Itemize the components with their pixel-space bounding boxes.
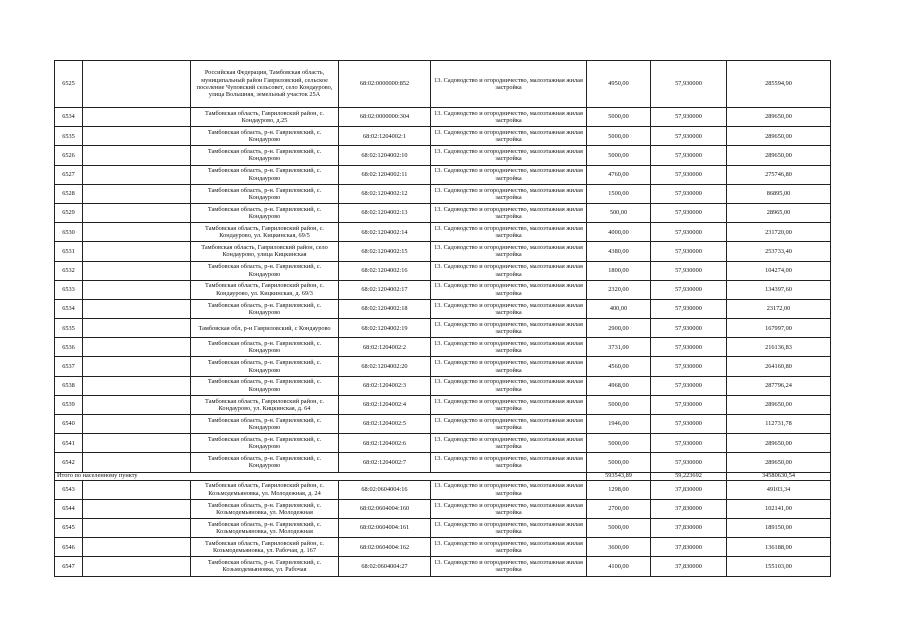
land-use-cell: 13. Садоводство и огородничество, малоэтажная жилая застройка bbox=[431, 415, 587, 434]
cadastral-value-cell: 155103,00 bbox=[727, 557, 831, 576]
row-number: 6527 bbox=[55, 165, 83, 184]
address-cell: Тамбовская область, р-н. Гавриловский, с. Кондаурово bbox=[191, 376, 339, 395]
specific-value-cell: 57,930000 bbox=[651, 357, 727, 376]
area-cell: 2900,00 bbox=[587, 319, 651, 338]
table-row bbox=[55, 480, 831, 499]
cadastral-value-cell: 264160,80 bbox=[727, 357, 831, 376]
land-use-cell: 13. Садоводство и огородничество, малоэтажная жилая застройка bbox=[431, 480, 587, 499]
area-cell: 4760,00 bbox=[587, 165, 651, 184]
cadastral-value-cell: 86895,00 bbox=[727, 184, 831, 203]
row-number: 6537 bbox=[55, 357, 83, 376]
total-specific-value: 59,223692 bbox=[651, 472, 727, 480]
blank-cell bbox=[83, 395, 191, 414]
blank-cell bbox=[83, 242, 191, 261]
cadastral-value-cell: 104274,00 bbox=[727, 261, 831, 280]
area-cell: 1500,00 bbox=[587, 184, 651, 203]
row-number: 6533 bbox=[55, 280, 83, 299]
cadastral-value-cell: 28965,00 bbox=[727, 203, 831, 222]
address-cell: Тамбовская область, р-н. Гавриловский, с. Козьмодемьяновка, ул. Молодежная bbox=[191, 499, 339, 518]
specific-value-cell: 57,930000 bbox=[651, 165, 727, 184]
cadastral-value-cell: 289650,00 bbox=[727, 146, 831, 165]
land-use-cell: 13. Садоводство и огородничество, малоэтажная жилая застройка bbox=[431, 280, 587, 299]
cadastral-number-cell: 68:02:1204002:19 bbox=[339, 319, 431, 338]
total-row bbox=[55, 472, 831, 480]
specific-value-cell: 57,930000 bbox=[651, 338, 727, 357]
total-label: Итого по населенному пункту bbox=[55, 472, 587, 480]
row-number: 6531 bbox=[55, 242, 83, 261]
area-cell: 400,00 bbox=[587, 299, 651, 318]
specific-value-cell: 57,930000 bbox=[651, 108, 727, 127]
cadastral-value-cell: 49103,34 bbox=[727, 480, 831, 499]
cadastral-number-cell: 68:02:1204002:15 bbox=[339, 242, 431, 261]
address-cell: Тамбовская область, Гавриловский район, с. Козьмодемьяновка, ул. Молодежная, д. 24 bbox=[191, 480, 339, 499]
total-area: 593543,89 bbox=[587, 472, 651, 480]
land-use-cell: 13. Садоводство и огородничество, малоэтажная жилая застройка bbox=[431, 357, 587, 376]
address-cell: Тамбовская область, Гавриловский район, с. Козьмодемьяновка, ул. Рабочая, д. 167 bbox=[191, 538, 339, 557]
address-cell: Тамбовская область, Гавриловский район, с. Кондаурово, ул. Кицкинская, д. 69/3 bbox=[191, 280, 339, 299]
cadastral-number-cell: 68:02:1204002:10 bbox=[339, 146, 431, 165]
area-cell: 4968,00 bbox=[587, 376, 651, 395]
area-cell: 2320,00 bbox=[587, 280, 651, 299]
land-use-cell: 13. Садоводство и огородничество, малоэтажная жилая застройка bbox=[431, 299, 587, 318]
specific-value-cell: 57,930000 bbox=[651, 376, 727, 395]
area-cell: 3731,00 bbox=[587, 338, 651, 357]
blank-cell bbox=[83, 376, 191, 395]
table-row bbox=[55, 242, 831, 261]
area-cell: 1946,00 bbox=[587, 415, 651, 434]
specific-value-cell: 57,930000 bbox=[651, 280, 727, 299]
table-body bbox=[55, 61, 831, 577]
land-use-cell: 13. Садоводство и огородничество, малоэтажная жилая застройка bbox=[431, 499, 587, 518]
specific-value-cell: 57,930000 bbox=[651, 146, 727, 165]
table-row bbox=[55, 108, 831, 127]
area-cell: 5000,00 bbox=[587, 395, 651, 414]
table-row bbox=[55, 127, 831, 146]
blank-cell bbox=[83, 319, 191, 338]
row-number: 6546 bbox=[55, 538, 83, 557]
specific-value-cell: 57,930000 bbox=[651, 223, 727, 242]
row-number: 6532 bbox=[55, 261, 83, 280]
table-row bbox=[55, 261, 831, 280]
specific-value-cell: 37,830000 bbox=[651, 557, 727, 576]
address-cell: Тамбовская область, р-н. Гавриловский, с. Кондаурово bbox=[191, 357, 339, 376]
cadastral-number-cell: 68:02:0604004:161 bbox=[339, 518, 431, 537]
row-number: 6535 bbox=[55, 319, 83, 338]
cadastral-number-cell: 68:02:1204002:17 bbox=[339, 280, 431, 299]
address-cell: Российская Федерация, Тамбовская область, муниципальный район Гавриловский, сельское поселение Чуповский сельсовет, село Кондаурово, улица Вольшняя, земельный участок 25А bbox=[191, 61, 339, 108]
land-use-cell: 13. Садоводство и огородничество, малоэтажная жилая застройка bbox=[431, 61, 587, 108]
cadastral-number-cell: 68:02:1204002:13 bbox=[339, 203, 431, 222]
area-cell: 4560,00 bbox=[587, 357, 651, 376]
land-use-cell: 13. Садоводство и огородничество, малоэтажная жилая застройка bbox=[431, 146, 587, 165]
cadastral-value-cell: 134397,60 bbox=[727, 280, 831, 299]
cadastral-number-cell: 68:02:1204002:20 bbox=[339, 357, 431, 376]
area-cell: 4950,00 bbox=[587, 61, 651, 108]
cadastral-number-cell: 68:02:0604004:27 bbox=[339, 557, 431, 576]
table-row bbox=[55, 61, 831, 108]
specific-value-cell: 57,930000 bbox=[651, 261, 727, 280]
blank-cell bbox=[83, 480, 191, 499]
area-cell: 1298,00 bbox=[587, 480, 651, 499]
specific-value-cell: 57,930000 bbox=[651, 61, 727, 108]
row-number: 6543 bbox=[55, 480, 83, 499]
cadastral-number-cell: 68:02:1204002:1 bbox=[339, 127, 431, 146]
specific-value-cell: 57,930000 bbox=[651, 415, 727, 434]
row-number: 6547 bbox=[55, 557, 83, 576]
row-number: 6526 bbox=[55, 146, 83, 165]
specific-value-cell: 57,930000 bbox=[651, 184, 727, 203]
land-use-cell: 13. Садоводство и огородничество, малоэтажная жилая застройка bbox=[431, 127, 587, 146]
land-use-cell: 13. Садоводство и огородничество, малоэтажная жилая застройка bbox=[431, 338, 587, 357]
row-number: 6540 bbox=[55, 415, 83, 434]
land-use-cell: 13. Садоводство и огородничество, малоэтажная жилая застройка bbox=[431, 242, 587, 261]
row-number: 6536 bbox=[55, 338, 83, 357]
table-row bbox=[55, 319, 831, 338]
blank-cell bbox=[83, 518, 191, 537]
cadastral-value-cell: 287796,24 bbox=[727, 376, 831, 395]
address-cell: Тамбовская область, р-н. Гавриловский, с. Кондаурово bbox=[191, 299, 339, 318]
specific-value-cell: 37,830000 bbox=[651, 480, 727, 499]
address-cell: Тамбовская область, р-н. Гавриловский, с. Кондаурово bbox=[191, 165, 339, 184]
cadastral-value-cell: 289650,00 bbox=[727, 127, 831, 146]
land-use-cell: 13. Садоводство и огородничество, малоэтажная жилая застройка bbox=[431, 184, 587, 203]
address-cell: Тамбовская область, р-н. Гавриловский, с. Кондаурово bbox=[191, 203, 339, 222]
area-cell: 4000,00 bbox=[587, 223, 651, 242]
specific-value-cell: 57,930000 bbox=[651, 319, 727, 338]
blank-cell bbox=[83, 280, 191, 299]
blank-cell bbox=[83, 223, 191, 242]
table-row bbox=[55, 223, 831, 242]
address-cell: Тамбовская область, Гавриловский район, с. Кондаурово, д.25 bbox=[191, 108, 339, 127]
specific-value-cell: 57,930000 bbox=[651, 434, 727, 453]
table-row bbox=[55, 146, 831, 165]
area-cell: 2700,00 bbox=[587, 499, 651, 518]
row-number: 6534 bbox=[55, 299, 83, 318]
address-cell: Тамбовская область, р-н. Гавриловский, с. Кондаурово bbox=[191, 127, 339, 146]
cadastral-number-cell: 68:02:0604004:162 bbox=[339, 538, 431, 557]
row-number: 6545 bbox=[55, 518, 83, 537]
specific-value-cell: 37,830000 bbox=[651, 538, 727, 557]
area-cell: 5000,00 bbox=[587, 108, 651, 127]
blank-cell bbox=[83, 146, 191, 165]
cadastral-number-cell: 68:02:1204002:4 bbox=[339, 395, 431, 414]
table-row bbox=[55, 557, 831, 576]
area-cell: 4100,00 bbox=[587, 557, 651, 576]
cadastral-value-cell: 167997,00 bbox=[727, 319, 831, 338]
address-cell: Тамбовская область, Гавриловский район, с. Кондаурово, ул. Кицкинская, д. 64 bbox=[191, 395, 339, 414]
row-number: 6530 bbox=[55, 223, 83, 242]
address-cell: Тамбовская область, р-н. Гавриловский, с. Кондаурово bbox=[191, 338, 339, 357]
row-number: 6541 bbox=[55, 434, 83, 453]
specific-value-cell: 37,830000 bbox=[651, 499, 727, 518]
row-number: 6529 bbox=[55, 203, 83, 222]
specific-value-cell: 37,830000 bbox=[651, 518, 727, 537]
table-row bbox=[55, 395, 831, 414]
row-number: 6534 bbox=[55, 108, 83, 127]
blank-cell bbox=[83, 415, 191, 434]
cadastral-number-cell: 68:02:1204002:12 bbox=[339, 184, 431, 203]
blank-cell bbox=[83, 127, 191, 146]
cadastral-value-cell: 285594,90 bbox=[727, 61, 831, 108]
land-use-cell: 13. Садоводство и огородничество, малоэтажная жилая застройка bbox=[431, 319, 587, 338]
address-cell: Тамбовская область, р-н. Гавриловский, с. Козьмодемьяновка, ул. Молодежная bbox=[191, 518, 339, 537]
land-use-cell: 13. Садоводство и огородничество, малоэтажная жилая застройка bbox=[431, 108, 587, 127]
address-cell: Тамбовская область, р-н. Гавриловский, с. Кондаурово bbox=[191, 184, 339, 203]
area-cell: 3600,00 bbox=[587, 538, 651, 557]
cadastral-number-cell: 68:02:1204002:6 bbox=[339, 434, 431, 453]
area-cell: 4380,00 bbox=[587, 242, 651, 261]
cadastral-number-cell: 68:02:1204002:3 bbox=[339, 376, 431, 395]
blank-cell bbox=[83, 338, 191, 357]
cadastral-number-cell: 68:02:1204002:14 bbox=[339, 223, 431, 242]
land-use-cell: 13. Садоводство и огородничество, малоэтажная жилая застройка bbox=[431, 453, 587, 472]
cadastral-value-cell: 275746,80 bbox=[727, 165, 831, 184]
cadastral-number-cell: 68:02:1204002:18 bbox=[339, 299, 431, 318]
blank-cell bbox=[83, 434, 191, 453]
blank-cell bbox=[83, 261, 191, 280]
address-cell: Тамбовская область, р-н. Гавриловский, с. Кондаурово bbox=[191, 453, 339, 472]
row-number: 6535 bbox=[55, 127, 83, 146]
specific-value-cell: 57,930000 bbox=[651, 242, 727, 261]
table-row bbox=[55, 415, 831, 434]
table-row bbox=[55, 338, 831, 357]
table-row bbox=[55, 203, 831, 222]
cadastral-number-cell: 68:02:0604004:16 bbox=[339, 480, 431, 499]
cadastral-value-cell: 289650,00 bbox=[727, 108, 831, 127]
table-row bbox=[55, 538, 831, 557]
specific-value-cell: 57,930000 bbox=[651, 299, 727, 318]
cadastral-number-cell: 68:02:1204002:16 bbox=[339, 261, 431, 280]
address-cell: Тамбовская обл, р-н Гавриловский, с Кондаурово bbox=[191, 319, 339, 338]
address-cell: Тамбовская область, Гавриловский район, с. Кондаурово, ул. Кицкинская, 69/5 bbox=[191, 223, 339, 242]
cadastral-number-cell: 68:02:0000000:852 bbox=[339, 61, 431, 108]
specific-value-cell: 57,930000 bbox=[651, 127, 727, 146]
land-use-cell: 13. Садоводство и огородничество, малоэтажная жилая застройка bbox=[431, 557, 587, 576]
land-use-cell: 13. Садоводство и огородничество, малоэтажная жилая застройка bbox=[431, 518, 587, 537]
table-row bbox=[55, 357, 831, 376]
cadastral-value-cell: 289650,00 bbox=[727, 434, 831, 453]
blank-cell bbox=[83, 357, 191, 376]
land-use-cell: 13. Садоводство и огородничество, малоэтажная жилая застройка bbox=[431, 203, 587, 222]
row-number: 6542 bbox=[55, 453, 83, 472]
table-row bbox=[55, 453, 831, 472]
cadastral-value-cell: 112731,78 bbox=[727, 415, 831, 434]
blank-cell bbox=[83, 165, 191, 184]
blank-cell bbox=[83, 499, 191, 518]
cadastral-value-cell: 189150,00 bbox=[727, 518, 831, 537]
row-number: 6544 bbox=[55, 499, 83, 518]
land-use-cell: 13. Садоводство и огородничество, малоэтажная жилая застройка bbox=[431, 434, 587, 453]
row-number: 6525 bbox=[55, 61, 83, 108]
cadastral-number-cell: 68:02:0000000:304 bbox=[339, 108, 431, 127]
table-row bbox=[55, 299, 831, 318]
address-cell: Тамбовская область, Гавриловский район, село Кондаурово, улица Кицкинская bbox=[191, 242, 339, 261]
cadastral-number-cell: 68:02:1204002:5 bbox=[339, 415, 431, 434]
blank-cell bbox=[83, 453, 191, 472]
cadastral-number-cell: 68:02:1204002:11 bbox=[339, 165, 431, 184]
blank-cell bbox=[83, 557, 191, 576]
address-cell: Тамбовская область, р-н. Гавриловский, с. Кондаурово bbox=[191, 261, 339, 280]
table-row bbox=[55, 165, 831, 184]
area-cell: 5000,00 bbox=[587, 518, 651, 537]
area-cell: 5000,00 bbox=[587, 434, 651, 453]
cadastral-value-cell: 289650,00 bbox=[727, 395, 831, 414]
cadastral-value-cell: 253733,40 bbox=[727, 242, 831, 261]
area-cell: 5000,00 bbox=[587, 453, 651, 472]
table-row bbox=[55, 184, 831, 203]
address-cell: Тамбовская область, р-н. Гавриловский, с. Козьмодемьяновка, ул. Рабочая bbox=[191, 557, 339, 576]
cadastral-value-cell: 102141,00 bbox=[727, 499, 831, 518]
table-row bbox=[55, 376, 831, 395]
land-use-cell: 13. Садоводство и огородничество, малоэтажная жилая застройка bbox=[431, 538, 587, 557]
area-cell: 5000,00 bbox=[587, 146, 651, 165]
cadastral-number-cell: 68:02:0604004:160 bbox=[339, 499, 431, 518]
blank-cell bbox=[83, 184, 191, 203]
specific-value-cell: 57,930000 bbox=[651, 203, 727, 222]
table-row bbox=[55, 518, 831, 537]
blank-cell bbox=[83, 108, 191, 127]
blank-cell bbox=[83, 299, 191, 318]
row-number: 6538 bbox=[55, 376, 83, 395]
table-row bbox=[55, 499, 831, 518]
land-use-cell: 13. Садоводство и огородничество, малоэтажная жилая застройка bbox=[431, 261, 587, 280]
row-number: 6539 bbox=[55, 395, 83, 414]
cadastral-value-cell: 216136,83 bbox=[727, 338, 831, 357]
row-number: 6528 bbox=[55, 184, 83, 203]
address-cell: Тамбовская область, р-н. Гавриловский, с. Кондаурово bbox=[191, 434, 339, 453]
specific-value-cell: 57,930000 bbox=[651, 453, 727, 472]
area-cell: 500,00 bbox=[587, 203, 651, 222]
table-row bbox=[55, 434, 831, 453]
cadastral-number-cell: 68:02:1204002:2 bbox=[339, 338, 431, 357]
address-cell: Тамбовская область, р-н. Гавриловский, с. Кондаурово bbox=[191, 415, 339, 434]
blank-cell bbox=[83, 203, 191, 222]
cadastral-number-cell: 68:02:1204002:7 bbox=[339, 453, 431, 472]
cadastral-value-cell: 23172,00 bbox=[727, 299, 831, 318]
cadastral-value-cell: 289650,00 bbox=[727, 453, 831, 472]
blank-cell bbox=[83, 538, 191, 557]
total-cadastral-value: 34580630,54 bbox=[727, 472, 831, 480]
table-row bbox=[55, 280, 831, 299]
address-cell: Тамбовская область, р-н. Гавриловский, с. Кондаурово bbox=[191, 146, 339, 165]
area-cell: 1800,00 bbox=[587, 261, 651, 280]
land-use-cell: 13. Садоводство и огородничество, малоэтажная жилая застройка bbox=[431, 395, 587, 414]
cadastral-value-table bbox=[54, 60, 831, 577]
land-use-cell: 13. Садоводство и огородничество, малоэтажная жилая застройка bbox=[431, 165, 587, 184]
cadastral-value-cell: 136188,00 bbox=[727, 538, 831, 557]
land-use-cell: 13. Садоводство и огородничество, малоэтажная жилая застройка bbox=[431, 376, 587, 395]
blank-cell bbox=[83, 61, 191, 108]
area-cell: 5000,00 bbox=[587, 127, 651, 146]
land-use-cell: 13. Садоводство и огородничество, малоэтажная жилая застройка bbox=[431, 223, 587, 242]
specific-value-cell: 57,930000 bbox=[651, 395, 727, 414]
cadastral-value-cell: 231720,00 bbox=[727, 223, 831, 242]
